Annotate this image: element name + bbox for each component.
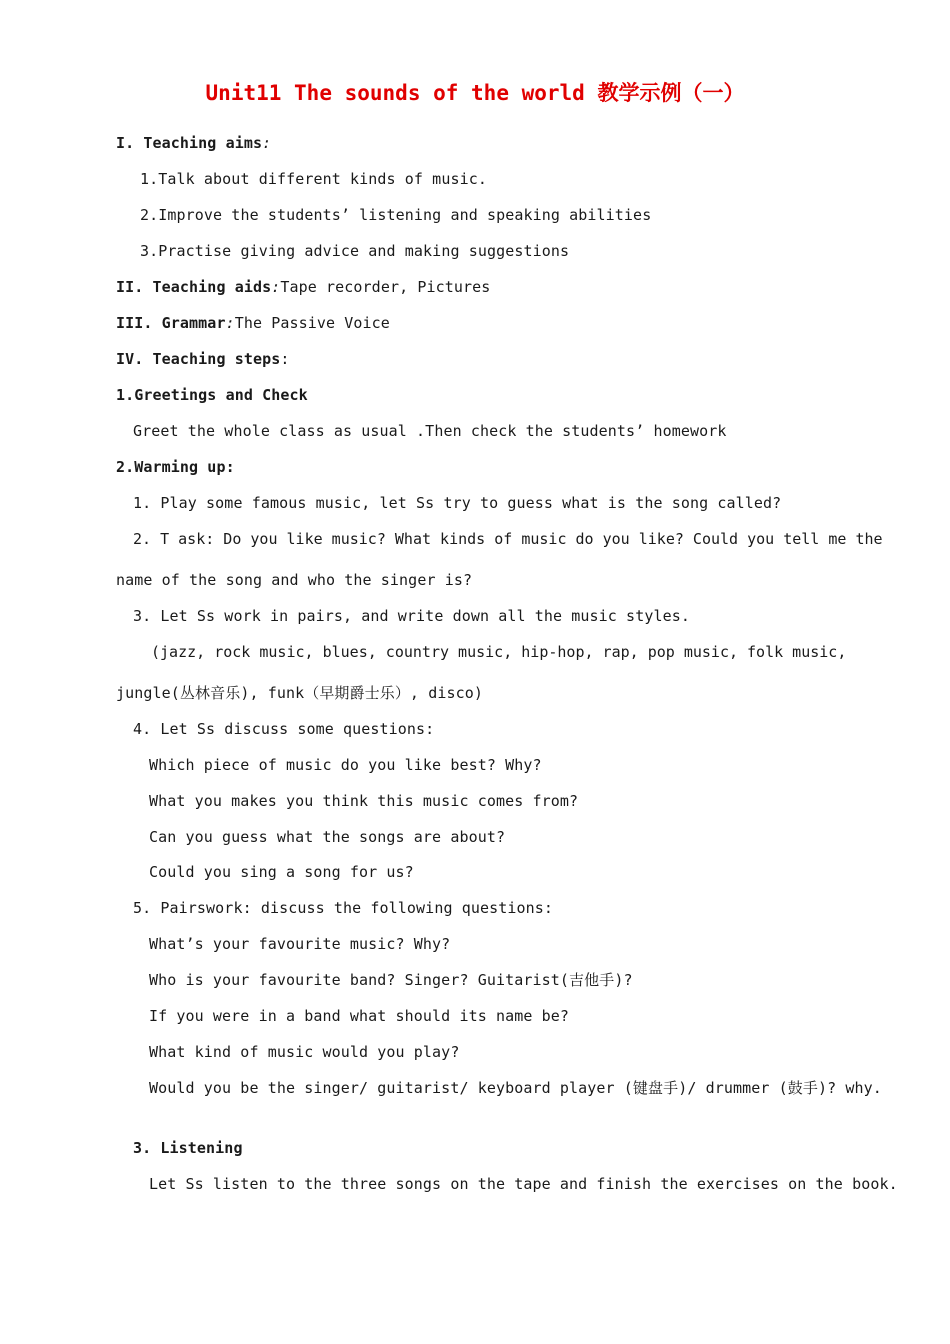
section-teaching-aids [116, 277, 490, 297]
warming-item-3: 3. Let Ss work in pairs, and write down all the music styles. [133, 607, 690, 625]
pairwork-question: Who is your favourite band? Singer? Guitarist(吉他手)? [149, 971, 633, 989]
aim-item: 2.Improve the students’ listening and speaking abilities [140, 206, 652, 224]
section-teaching-steps [116, 349, 290, 369]
teaching-aids-text: Tape recorder, Pictures [280, 278, 491, 296]
discussion-question: Can you guess what the songs are about? [149, 828, 506, 846]
teaching-aids-heading: II. Teaching aids [116, 278, 272, 296]
grammar-text: The Passive Voice [234, 314, 390, 332]
teaching-aims-colon: : [262, 134, 272, 152]
grammar-heading: III. Grammar [116, 314, 226, 332]
grammar-colon: : [225, 314, 235, 332]
document-title: Unit11 The sounds of the world 教学示例（一） [205, 81, 745, 105]
aim-item: 1.Talk about different kinds of music. [140, 170, 487, 188]
section-grammar [116, 313, 390, 333]
discussion-question: Could you sing a song for us? [149, 863, 414, 881]
pairwork-question: What kind of music would you play? [149, 1043, 460, 1061]
section-teaching-aims [116, 133, 271, 153]
aim-item: 3.Practise giving advice and making suggestions [140, 242, 570, 260]
warming-item-5: 5. Pairswork: discuss the following questions: [133, 899, 554, 917]
discussion-question: Which piece of music do you like best? Why? [149, 756, 542, 774]
warming-item-2-line-1: 2. T ask: Do you like music? What kinds of music do you like? Could you tell me the [133, 530, 883, 548]
listening-heading: 3. Listening [133, 1139, 243, 1157]
greetings-text: Greet the whole class as usual .Then check the students’ homework [133, 422, 727, 440]
warming-item-2-line-2: name of the song and who the singer is? [116, 571, 473, 589]
teaching-steps-colon: : [280, 350, 290, 368]
pairwork-question: If you were in a band what should its name be? [149, 1007, 570, 1025]
pairwork-question: What’s your favourite music? Why? [149, 935, 451, 953]
teaching-aids-colon: : [271, 278, 281, 296]
warming-item-1: 1. Play some famous music, let Ss try to guess what is the song called? [133, 494, 782, 512]
greetings-heading: 1.Greetings and Check [116, 386, 308, 404]
music-styles-line-1: (jazz, rock music, blues, country music, hip-hop, rap, pop music, folk music, [151, 643, 847, 661]
warming-up-heading: 2.Warming up: [116, 458, 235, 476]
pairwork-question: Would you be the singer/ guitarist/ keyboard player (键盘手)/ drummer (鼓手)? why. [149, 1079, 882, 1097]
listening-text: Let Ss listen to the three songs on the tape and finish the exercises on the book. [149, 1175, 898, 1193]
discussion-question: What you makes you think this music comes from? [149, 792, 579, 810]
warming-item-4: 4. Let Ss discuss some questions: [133, 720, 435, 738]
teaching-steps-heading: IV. Teaching steps [116, 350, 281, 368]
music-styles-line-2: jungle(丛林音乐), funk（早期爵士乐）, disco) [116, 684, 483, 702]
teaching-aims-heading: I. Teaching aims [116, 134, 263, 152]
